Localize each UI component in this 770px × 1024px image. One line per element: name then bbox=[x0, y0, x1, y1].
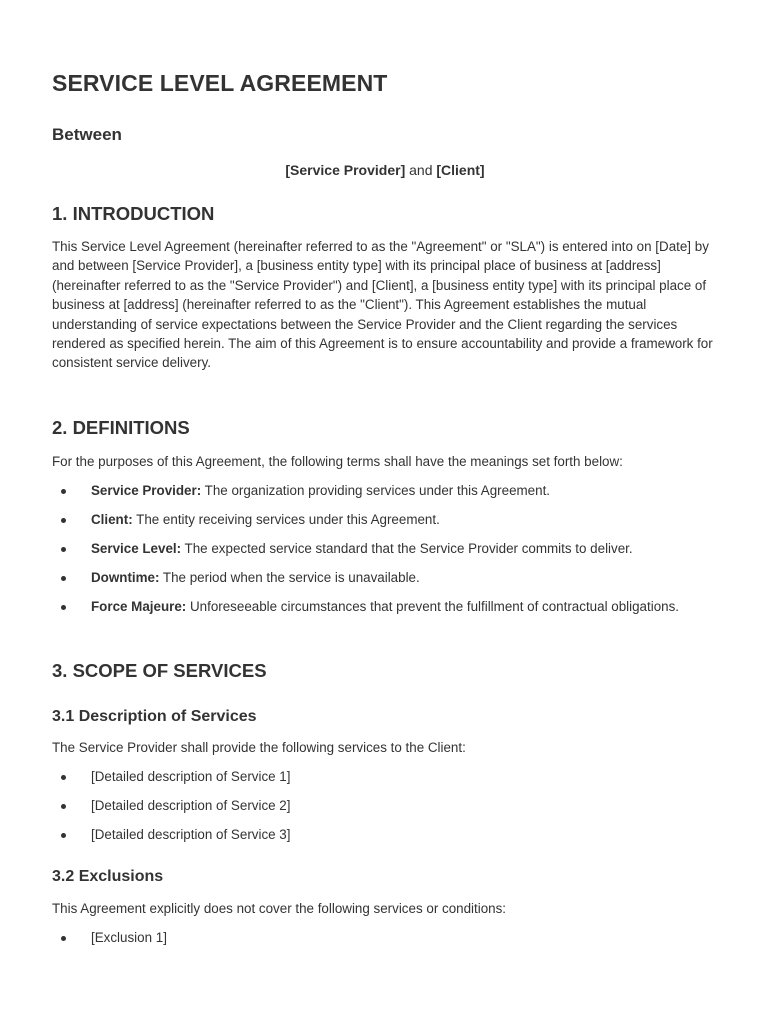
definitions-list bbox=[52, 481, 722, 626]
document-title: SERVICE LEVEL AGREEMENT bbox=[52, 70, 388, 96]
definition-term: Service Provider: bbox=[91, 483, 202, 498]
list-item bbox=[52, 928, 722, 947]
exclusions-list bbox=[52, 928, 722, 957]
exclusions-lead: This Agreement explicitly does not cover the following services or conditions: bbox=[52, 901, 507, 916]
service-item: [Detailed description of Service 3] bbox=[91, 827, 291, 842]
list-item bbox=[52, 510, 722, 529]
parties-line bbox=[0, 162, 770, 178]
bullet-icon bbox=[61, 489, 66, 494]
bullet-icon bbox=[61, 804, 66, 809]
exclusion-item: [Exclusion 1] bbox=[91, 930, 167, 945]
service-item: [Detailed description of Service 1] bbox=[91, 769, 291, 784]
list-item bbox=[52, 597, 722, 616]
section-definitions-heading: 2. DEFINITIONS bbox=[52, 417, 190, 438]
party-conjunction: and bbox=[409, 162, 433, 178]
bullet-icon bbox=[61, 605, 66, 610]
bullet-icon bbox=[61, 547, 66, 552]
between-heading: Between bbox=[52, 125, 122, 144]
bullet-icon bbox=[61, 936, 66, 941]
definition-term: Service Level: bbox=[91, 541, 182, 556]
bullet-icon bbox=[61, 576, 66, 581]
list-item bbox=[52, 767, 722, 786]
list-item bbox=[52, 568, 722, 587]
bullet-icon bbox=[61, 518, 66, 523]
definition-term: Downtime: bbox=[91, 570, 160, 585]
bullet-icon bbox=[61, 775, 66, 780]
list-item bbox=[52, 796, 722, 815]
party-client: [Client] bbox=[436, 162, 485, 178]
section-introduction-heading: 1. INTRODUCTION bbox=[52, 203, 215, 224]
list-item bbox=[52, 539, 722, 558]
introduction-paragraph: This Service Level Agreement (hereinafter referred to as the "Agreement" or "SLA") is entered into on [Date] by and between [Service Provider], a [business entity type] with its principal place of business at [address] (hereinafter referred to as the "Service Provider") and [Client], a [business entity type] with its principal place of business at [address] (hereinafter referred to as the "Client"). This Agreement establishes the mutual understanding of service expectations between the Service Provider and the Client regarding the services rendered as specified herein. The aim of this Agreement is to ensure accountability and provide a framework for consistent service delivery. bbox=[52, 239, 713, 371]
definition-text: The organization providing services under this Agreement. bbox=[201, 483, 551, 498]
section-scope-heading: 3. SCOPE OF SERVICES bbox=[52, 660, 267, 681]
list-item bbox=[52, 825, 722, 844]
service-item: [Detailed description of Service 2] bbox=[91, 798, 291, 813]
list-item bbox=[52, 481, 722, 500]
definition-text: Unforeseeable circumstances that prevent the fulfillment of contractual obligations. bbox=[186, 599, 680, 614]
definition-term: Force Majeure: bbox=[91, 599, 187, 614]
description-lead: The Service Provider shall provide the following services to the Client: bbox=[52, 740, 466, 755]
definition-text: The entity receiving services under this Agreement. bbox=[132, 512, 440, 527]
party-provider: [Service Provider] bbox=[285, 162, 406, 178]
subsection-description-heading: 3.1 Description of Services bbox=[52, 708, 257, 725]
definition-text: The expected service standard that the Service Provider commits to deliver. bbox=[181, 541, 633, 556]
subsection-exclusions-heading: 3.2 Exclusions bbox=[52, 868, 164, 885]
definition-term: Client: bbox=[91, 512, 133, 527]
definition-text: The period when the service is unavailable. bbox=[159, 570, 420, 585]
services-list bbox=[52, 767, 722, 854]
bullet-icon bbox=[61, 833, 66, 838]
definitions-lead: For the purposes of this Agreement, the following terms shall have the meanings set forth below: bbox=[52, 454, 623, 469]
